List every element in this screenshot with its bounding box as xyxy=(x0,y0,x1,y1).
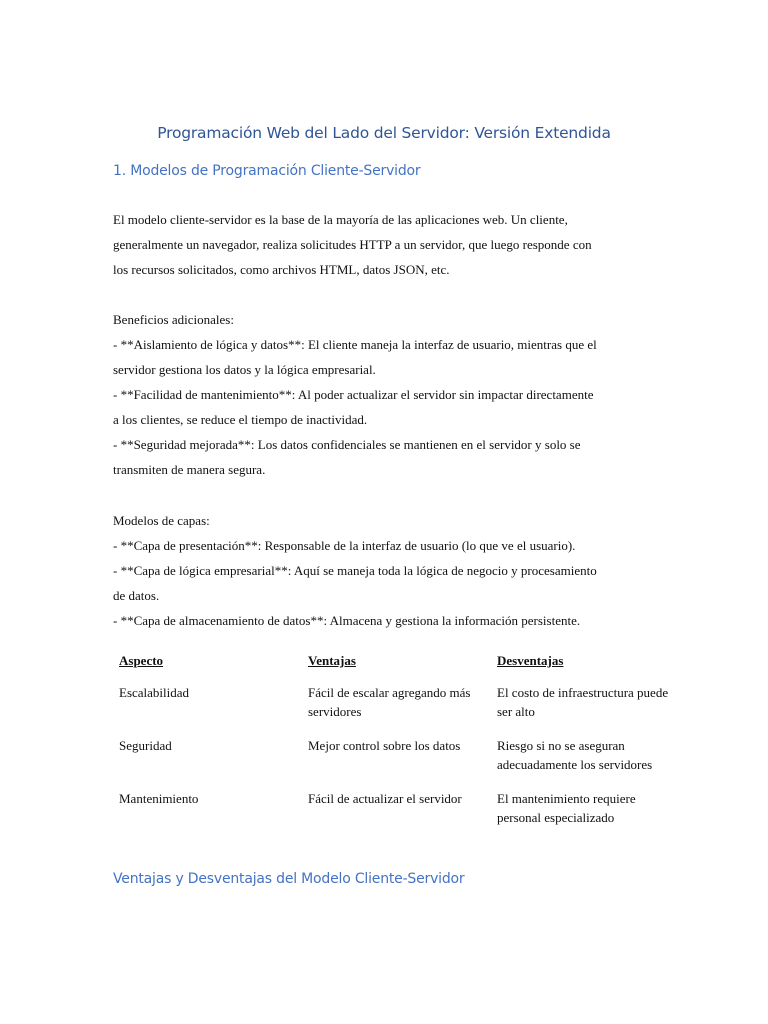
text-line: - **Capa de presentación**: Responsable de la interfaz de usuario (lo que ve el usuario). xyxy=(113,538,576,553)
text-line: los recursos solicitados, como archivos HTML, datos JSON, etc. xyxy=(113,262,450,277)
table-cell: Escalabilidad xyxy=(119,685,190,700)
text-line: - **Capa de almacenamiento de datos**: Almacena y gestiona la información persistente. xyxy=(113,613,581,628)
table-cell: Mejor control sobre los datos xyxy=(308,738,461,753)
table-row xyxy=(113,680,680,733)
table-cell: Fácil de actualizar el servidor xyxy=(308,791,462,806)
table-row xyxy=(113,786,680,839)
column-header-disadvantages: Desventajas xyxy=(497,653,564,668)
text-line: El modelo cliente-servidor es la base de la mayoría de las aplicaciones web. Un cliente, xyxy=(113,212,568,227)
document-title: Programación Web del Lado del Servidor: Versión Extendida xyxy=(157,124,611,142)
table-cell: Seguridad xyxy=(119,738,172,753)
table-header-row xyxy=(113,648,680,680)
text-line: - **Aislamiento de lógica y datos**: El cliente maneja la interfaz de usuario, mientras que el xyxy=(113,337,597,352)
table-cell: Mantenimiento xyxy=(119,791,199,806)
text-line: Modelos de capas: xyxy=(113,513,210,528)
text-line: - **Capa de lógica empresarial**: Aquí se maneja toda la lógica de negocio y procesamiento xyxy=(113,563,597,578)
text-line: a los clientes, se reduce el tiempo de inactividad. xyxy=(113,412,368,427)
section-heading-models: 1. Modelos de Programación Cliente-Servidor xyxy=(113,163,421,179)
comparison-table xyxy=(113,648,680,839)
text-line: - **Seguridad mejorada**: Los datos confidenciales se mantienen en el servidor y solo se xyxy=(113,437,581,452)
table-cell: Fácil de escalar agregando más servidores xyxy=(308,685,471,719)
text-line: transmiten de manera segura. xyxy=(113,462,266,477)
benefits-list xyxy=(113,307,658,482)
column-header-advantages: Ventajas xyxy=(308,653,356,668)
section-heading-advantages: Ventajas y Desventajas del Modelo Cliente-Servidor xyxy=(113,871,465,887)
table-cell: El costo de infraestructura puede ser alto xyxy=(497,685,669,719)
table-cell: Riesgo si no se aseguran adecuadamente los servidores xyxy=(497,738,653,772)
column-header-aspect: Aspecto xyxy=(119,653,164,668)
table-cell: El mantenimiento requiere personal especializado xyxy=(497,791,636,825)
layers-list xyxy=(113,508,658,633)
text-line: servidor gestiona los datos y la lógica empresarial. xyxy=(113,362,376,377)
intro-paragraph xyxy=(113,207,658,282)
text-line: - **Facilidad de mantenimiento**: Al poder actualizar el servidor sin impactar directamente xyxy=(113,387,594,402)
table-row xyxy=(113,733,680,786)
text-line: Beneficios adicionales: xyxy=(113,312,234,327)
text-line: generalmente un navegador, realiza solicitudes HTTP a un servidor, que luego responde con xyxy=(113,237,592,252)
text-line: de datos. xyxy=(113,588,160,603)
